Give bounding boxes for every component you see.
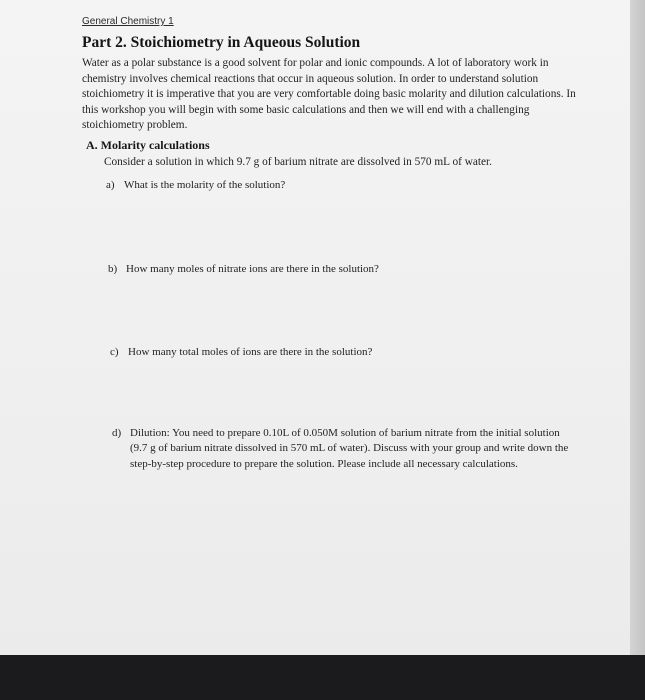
question-d <box>112 426 570 472</box>
question-marker: b) <box>108 263 118 275</box>
question-text: Dilution: You need to prepare 0.10L of 0.050M solution of barium nitrate from the initial solution (9.7 g of barium nitrate dissolved in 570 mL of water). Discuss with your group and write down the step-by-step procedure to prepare the solution. Please include all necessary calculations. <box>130 427 569 470</box>
question-text: How many total moles of ions are there in the solution? <box>128 346 373 358</box>
question-marker: d) <box>112 427 122 439</box>
question-marker: a) <box>106 179 115 191</box>
question-c <box>110 345 570 360</box>
question-b <box>108 262 568 277</box>
question-text: What is the molarity of the solution? <box>124 179 286 191</box>
question-a <box>106 178 566 193</box>
question-marker: c) <box>110 346 119 358</box>
question-text: How many moles of nitrate ions are there in the solution? <box>126 263 379 275</box>
intro-paragraph: Water as a polar substance is a good solvent for polar and ionic compounds. A lot of laboratory work in chemistry involves chemical reactions that occur in aqueous solution. In order to understand solution stoichiometry it is imperative that you are very comfortable doing basic molarity and dilution calculations. In this workshop you will begin with some basic calculations and then we will end with a challenging stoichiometry problem. <box>82 57 576 132</box>
course-header: General Chemistry 1 <box>82 16 174 27</box>
dark-background <box>0 655 645 700</box>
section-heading: A. Molarity calculations <box>86 138 210 152</box>
page-title: Part 2. Stoichiometry in Aqueous Solution <box>82 34 361 51</box>
page-edge-shadow <box>630 0 645 655</box>
problem-prompt: Consider a solution in which 9.7 g of barium nitrate are dissolved in 570 mL of water. <box>104 156 492 168</box>
